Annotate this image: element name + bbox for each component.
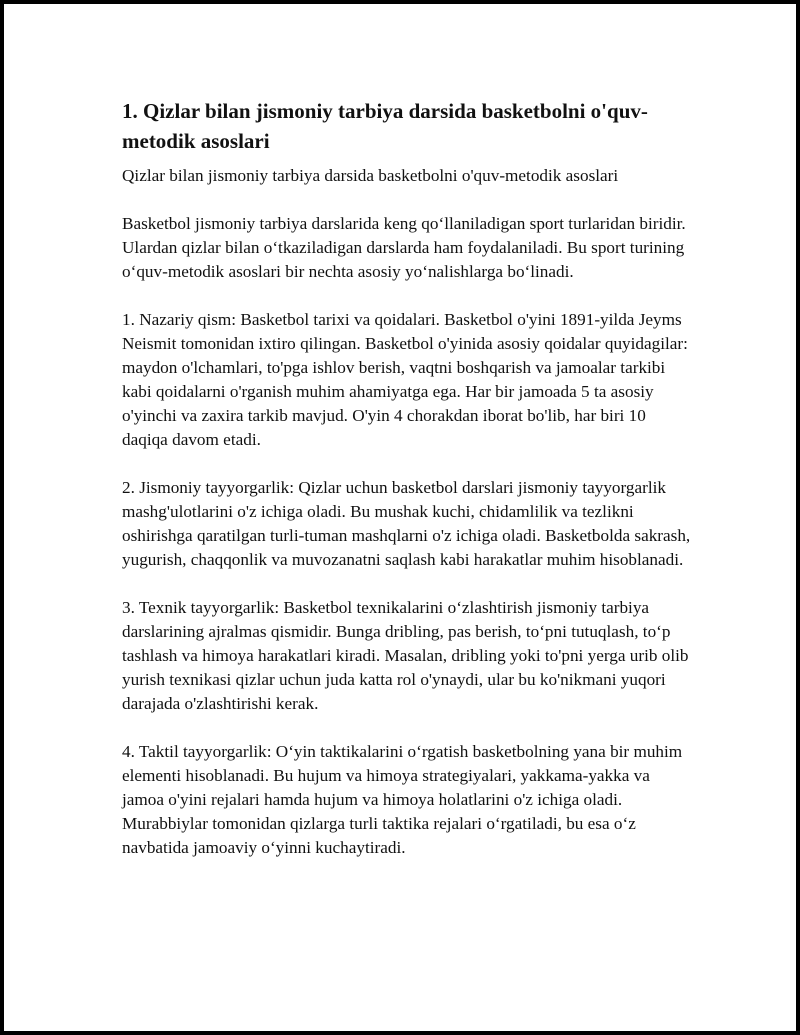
document-body [122, 96, 694, 884]
paragraph-tactical-training: 4. Taktil tayyorgarlik: Oʻyin taktikalarini oʻrgatish basketbolning yana bir muhim elementi hisoblanadi. Bu hujum va himoya strategiyalari, yakkama-yakka va jamoa o'yini rejalari hamda hujum va himoya holatlarini o'z ichiga oladi. Murabbiylar tomonidan qizlarga turli taktika rejalari oʻrgatiladi, bu esa oʻz navbatida jamoaviy oʻyinni kuchaytiradi. [122, 742, 683, 857]
paragraph-technical-training: 3. Texnik tayyorgarlik: Basketbol texnikalarini oʻzlashtirish jismoniy tarbiya darslarining ajralmas qismidir. Bunga dribling, pas berish, toʻpni tutuqlash, toʻp tashlash va himoya harakatlari kiradi. Masalan, dribling yoki to'pni yerga urib olib yurish texnikasi qizlar uchun juda katta rol o'ynaydi, ular bu ko'nikmani yuqori darajada o'zlashtirishi kerak. [122, 598, 689, 713]
document-title: 1. Qizlar bilan jismoniy tarbiya darsida basketbolni o'quv-metodik asoslari [122, 99, 648, 153]
document-subtitle: Qizlar bilan jismoniy tarbiya darsida basketbolni o'quv-metodik asoslari [122, 166, 619, 185]
paragraph-intro: Basketbol jismoniy tarbiya darslarida keng qoʻllaniladigan sport turlaridan biridir. Ulardan qizlar bilan oʻtkaziladigan darslarda ham foydalaniladi. Bu sport turining oʻquv-metodik asoslari bir nechta asosiy yoʻnalishlarga boʻlinadi. [122, 214, 686, 281]
paragraph-theory: 1. Nazariy qism: Basketbol tarixi va qoidalari. Basketbol o'yini 1891-yilda Jeyms Neismit tomonidan ixtiro qilingan. Basketbol o'yinida asosiy qoidalar quyidagilar: maydon o'lchamlari, to'pga ishlov berish, vaqtni boshqarish va jamoalar tarkibi kabi qoidalarni o'rganish muhim ahamiyatga ega. Har bir jamoada 5 ta asosiy o'yinchi va zaxira tarkib mavjud. O'yin 4 chorakdan iborat bo'lib, har biri 10 daqiqa davom etadi. [122, 310, 688, 449]
paragraph-physical-training: 2. Jismoniy tayyorgarlik: Qizlar uchun basketbol darslari jismoniy tayyorgarlik mashg'ulotlarini o'z ichiga oladi. Bu mushak kuchi, chidamlilik va tezlikni oshirishga qaratilgan turli-tuman mashqlarni o'z ichiga oladi. Basketbolda sakrash, yugurish, chaqqonlik va muvozanatni saqlash kabi harakatlar muhim hisoblanadi. [122, 478, 691, 569]
